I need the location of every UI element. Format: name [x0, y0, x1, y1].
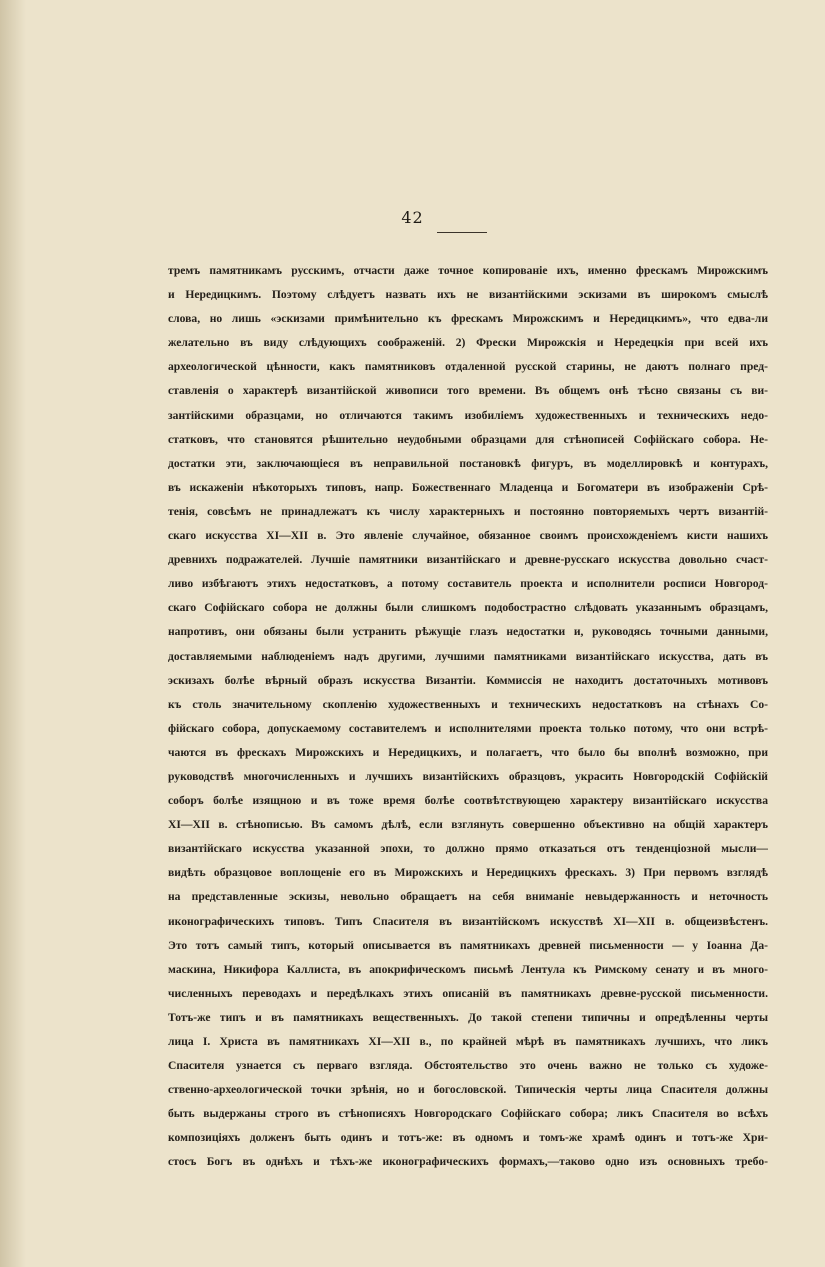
text-line: руководствѣ многочисленныхъ и лучшихъ византійскихъ образцовъ, украсить Новгородскій Софійскій	[168, 769, 768, 783]
text-line: на представленные эскизы, невольно обращаетъ на себя вниманіе невыдержанность и неточность	[168, 890, 768, 904]
page-edge-shadow	[0, 0, 26, 1267]
text-line: XI—XII в. стѣнописью. Въ самомъ дѣлѣ, если взглянуть совершенно объективно на общій характеръ	[168, 818, 768, 832]
text-line: численныхъ переводахъ и передѣлкахъ этихъ описаній въ памятникахъ древне-русской письменности.	[168, 986, 768, 1000]
text-line: композиціяхъ долженъ быть одинъ и тотъ-же: въ одномъ и томъ-же храмѣ одинъ и тотъ-же Хри-	[168, 1131, 768, 1145]
text-line: скаго искусства XI—XII в. Это явленіе случайное, обязанное своимъ происхожденіемъ кисти нашихъ	[168, 529, 768, 543]
text-line: ставленія о характерѣ византійской живописи того времени. Въ общемъ онѣ тѣсно связаны съ ви-	[168, 384, 768, 398]
text-line: ливо избѣгаютъ этихъ недостатковъ, а потому составитель проекта и исполнители росписи Новгород-	[168, 577, 768, 591]
text-line: тенія, совсѣмъ не принадлежатъ къ числу характерныхъ и постоянно повторяемыхъ чертъ византій-	[168, 504, 768, 518]
text-line: желательно въ виду слѣдующихъ соображеній. 2) Фрески Мирожскія и Нередецкія при всей ихъ	[168, 336, 768, 350]
text-line: стосъ Богъ въ однѣхъ и тѣхъ-же иконографическихъ формахъ,—таково одно изъ основныхъ требо-	[168, 1155, 768, 1169]
text-line: археологической цѣнности, какъ памятниковъ отдаленной русской старины, не даютъ полнаго пред-	[168, 360, 768, 374]
text-line: скаго Софійскаго собора не должны были слишкомъ подобострастно слѣдовать указаннымъ образцамъ,	[168, 601, 768, 615]
text-line: доставляемыми наблюденіемъ надъ другими, лучшими памятниками византійскаго искусства, дать въ	[168, 649, 768, 663]
page-number-rule	[437, 232, 487, 233]
text-line: ственно-археологической точки зрѣнія, но и богословской. Типическія черты лица Спасителя должны	[168, 1083, 768, 1097]
text-line: Спасителя узнается съ перваго взгляда. Обстоятельство это очень важно не только съ художе-	[168, 1059, 768, 1073]
text-line: достатки эти, заключающіеся въ неправильной постановкѣ фигуръ, въ моделлировкѣ и контурахъ,	[168, 456, 768, 470]
page-number: 42	[401, 208, 424, 227]
text-line: Тотъ-же типъ и въ памятникахъ вещественныхъ. До такой степени типичны и опредѣленны черты	[168, 1010, 768, 1024]
text-line: быть выдержаны строго въ стѣнописяхъ Новгородскаго Софійскаго собора; ликъ Спасителя во всѣхъ	[168, 1107, 768, 1121]
text-line: видѣть образцовое воплощеніе его въ Мирожскихъ и Нередицкихъ фрескахъ. 3) При первомъ взглядѣ	[168, 866, 768, 880]
text-line: маскина, Никифора Каллиста, въ апокрифическомъ письмѣ Лентула къ Римскому сенату и въ много-	[168, 962, 768, 976]
text-line: тремъ памятникамъ русскимъ, отчасти даже точное копированіе ихъ, именно фрескамъ Мирожскимъ	[168, 264, 768, 277]
text-line: напротивъ, они обязаны были устранить рѣжущіе глазъ недостатки и, руководясь точными данными,	[168, 625, 768, 639]
text-line: и Нередицкимъ. Поэтому слѣдуетъ назвать ихъ не византійскими эскизами въ широкомъ смыслѣ	[168, 288, 768, 302]
text-line: соборъ болѣе изящною и въ тоже время болѣе соотвѣтствующею характеру византійскаго искусства	[168, 794, 768, 808]
text-line: эскизахъ болѣе вѣрный образъ искусства Византіи. Коммиссія не находитъ достаточныхъ мотивовъ	[168, 673, 768, 687]
text-line: византійскаго искусства указанной эпохи, то должно прямо отказаться отъ тенденціозной мысли—	[168, 842, 768, 856]
text-line: фійскаго собора, допускаемому составителемъ и исполнителями проекта только потому, что они встрѣ-	[168, 721, 768, 735]
body-text	[168, 259, 768, 1175]
text-line: слова, но лишь «эскизами примѣнительно къ фрескамъ Мирожскимъ и Нередицкимъ», что едва-ли	[168, 312, 768, 326]
text-line: чаются въ фрескахъ Мирожскихъ и Нередицкихъ, и полагаетъ, что было бы вполнѣ возможно, при	[168, 745, 768, 759]
text-line: древнихъ подражателей. Лучшіе памятники византійскаго и древне-русскаго искусства довольно счаст-	[168, 553, 768, 567]
text-line: въ искаженіи нѣкоторыхъ типовъ, напр. Божественнаго Младенца и Богоматери въ изображеніи Срѣ-	[168, 480, 768, 494]
text-line: лица І. Христа въ памятникахъ XI—XII в., по крайней мѣрѣ въ памятникахъ лучшихъ, что ликъ	[168, 1035, 768, 1048]
text-line: иконографическихъ типовъ. Типъ Спасителя въ византійскомъ искусствѣ XI—XII в. общеизвѣстенъ.	[168, 914, 768, 928]
text-line: статковъ, что становятся рѣшительно неудобными образцами для стѣнописей Софійскаго собора. Не-	[168, 432, 768, 446]
text-line: къ столь значительному скопленію художественныхъ и техническихъ недостатковъ на стѣнахъ Со-	[168, 697, 768, 711]
text-line: Это тотъ самый типъ, который описывается въ памятникахъ древней письменности — у Іоанна Да-	[168, 938, 768, 952]
text-line: зантійскими образцами, но отличаются такимъ изобиліемъ художественныхъ и техническихъ недо-	[168, 408, 768, 422]
